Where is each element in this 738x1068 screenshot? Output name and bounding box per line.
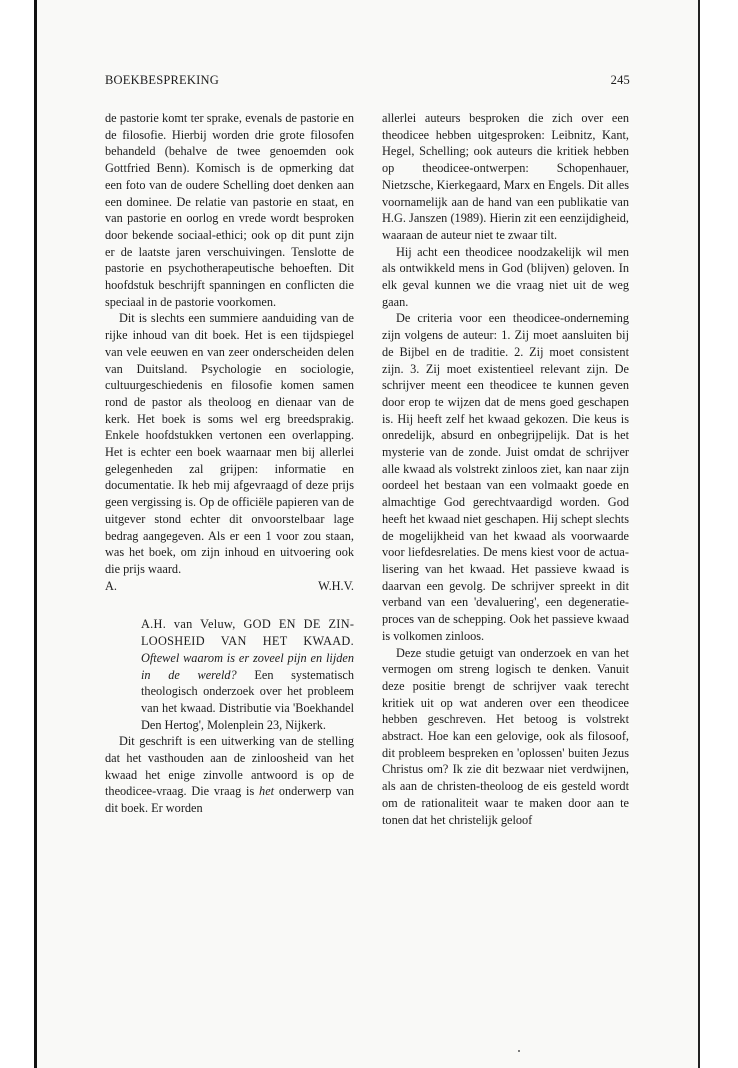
paragraph: allerlei auteurs besproken die zich over een theodicee hebben uitgesproken: Leibnitz, Kant, Hegel, Schelling; ook auteurs die kritiek hebben op theodicee-ontwerpen: Schopenhauer, Nietzsche, Kierkegaard, Marx en Engels. Dit alles voornamelijk aan de hand van een publikatie van H.G. Janszen (1989). Hierin zit een eenzijdigheid, waaraan de auteur niet te zwaar tilt. (382, 111, 629, 242)
running-title: BOEKBESPREKING (105, 73, 219, 87)
document-page (34, 0, 700, 1068)
paragraph: Dit geschrift is een uitwerking van de stelling dat het vasthouden aan de zinloosheid van het kwaad het enige zinvolle antwoord is op de theodicee-vraag. Die vraag is het onderwerp van dit boek. Er worden (105, 734, 355, 816)
review-signature (105, 578, 354, 595)
book-author-title: A.H. van Veluw, GOD EN DE ZINLOOSHEID VAN HET KWAAD. (141, 617, 354, 649)
scan-speck (518, 1050, 520, 1052)
right-column (382, 110, 629, 828)
paragraph: Deze studie getuigt van onderzoek en van het vermogen om streng logisch te denken. Vanuit deze positie brengt de schrijver vaak terecht kritiek uit op wat anderen over een theodicee hebben geschreven. Het betoog is volstrekt abstract. Hoe kan een gelovige, ook als filosoof, dit probleem bespreken en 'oplossen' buiten Jezus Christus om? Ik zie dit bezwaar niet verdwijnen, als aan de christen-theoloog de eis gesteld wordt om de rationaliteit waar te maken door aan te tonen dat het christelijk geloof (382, 645, 629, 827)
paragraph: De criteria voor een theodicee-onderneming zijn volgens de auteur: 1. Zij moet aansluiten bij de Bijbel en de traditie. 2. Zij moet consistent zijn. 3. Zij moet existentieel relevant zijn. De schrijver meent een theodicee te kunnen geven door erop te wijzen dat de mens goed geschapen is. Hij heeft zelf het kwaad gekozen. Die keus is onredelijk, absurd en onbegrijpelijk. Dat is het mysterie van de zonde. Juist omdat de schrijver alle kwaad als volstrekt zinloos ziet, kan naar zijn oordeel het bestaan van een volmaakt goede en almachtige God gerechtvaardigd worden. God heeft het kwaad niet geschapen. Hij schept slechts de mogelijkheid van het kwaad als voorwaarde voor liefdesrelaties. De mens kiest voor de actualisering van het kwaad. Het passieve kwaad is daarvan een gevolg. De schrijver spreekt in dit verband van een 'devaluering', een degeneratie-proces van de schepping. Ook het passieve kwaad is volkomen zinloos. (382, 311, 629, 643)
page-edge-right (698, 0, 700, 1068)
paragraph: de pastorie komt ter sprake, evenals de pastorie en de filosofie. Hierbij worden drie grote filosofen behandeld (behalve de twee genoemden ook Gottfried Benn). Komisch is de opmerking dat een foto van de oudere Schelling doet denken aan een dominee. De relatie van pastorie en staat, en van pastorie en oorlog en vrede wordt besproken door bekende sociaal-ethici; ook op dit punt zijn er de laatste jaren verschuivingen. Tenslotte de pastorie en psychotherapeutische behoeften. Dit hoofdstuk beschrijft spanningen en conflicten die speciaal in de pastorie voorkomen. (105, 111, 354, 309)
book-review-heading (141, 616, 354, 733)
page-edge-left (34, 0, 37, 1068)
paragraph: Dit is slechts een summiere aanduiding van de rijke inhoud van dit boek. Het is een tijdspiegel van vele eeuwen en van zeer onderscheiden delen van Duitsland. Psychologie en sociologie, cultuurgeschiedenis en filosofie komen samen rond de pastor als theoloog en dienaar van de kerk. Het boek is soms wel erg breedsprakig. Enkele hoofdstukken vertonen een overlapping. Het is echter een boek waarnaar men bij allerlei gelegenheden zal grijpen: informatie en documentatie. Ik heb mij afgevraagd of deze prijs geen vergissing is. Op de officiële papieren van de uitgever stond echter dit onvoorstelbaar lage bedrag aangegeven. Als er een 1 voor zou staan, was het boek, om zijn inhoud en uitvoering ook die prijs waard. (105, 311, 354, 576)
left-column (105, 110, 354, 817)
emphasis: het (259, 784, 275, 799)
signature-initials: W.H.V. (318, 578, 354, 593)
paragraph: Hij acht een theodicee noodzakelijk wil men als ontwikkeld mens in God (blijven) geloven. In elk geval kunnen we die vraag niet uit de weg gaan. (382, 244, 629, 309)
page-number: 245 (610, 73, 630, 87)
signature-place: A. (105, 578, 117, 593)
book-subtitle: Oftewel waarom is er zoveel pijn en lijden in de wereld? (141, 650, 354, 682)
book-details: Een systematisch theologisch onderzoek over het probleem van het kwaad. Distributie via 'Boekhandel Den Hertog', Molenplein 23, Nijkerk. (141, 667, 354, 732)
